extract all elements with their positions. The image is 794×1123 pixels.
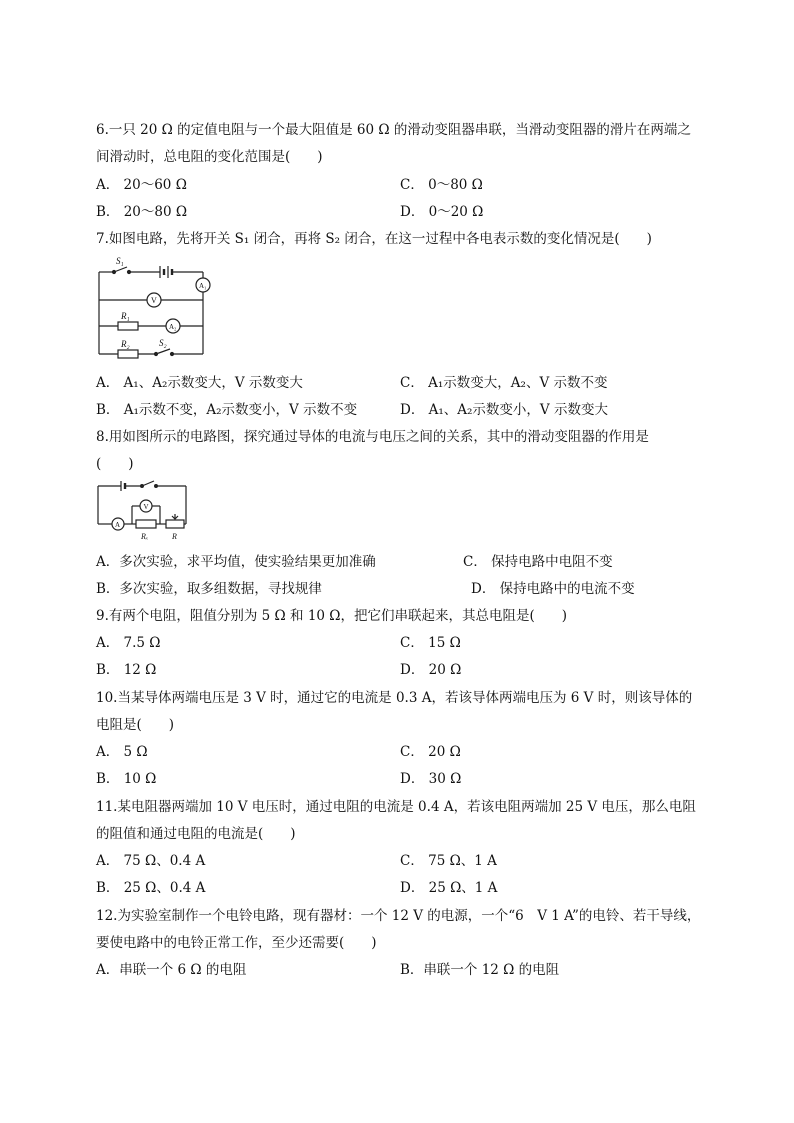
label-a2: A₂ (169, 323, 177, 331)
question-8-circuit-diagram (94, 478, 194, 544)
label-s2: S₂ (159, 338, 167, 348)
question-6-stem-line-2: 间滑动时，总电阻的变化范围是( ) (96, 149, 323, 165)
label-s1: S₁ (116, 256, 124, 266)
question-10-option-b: B． 10 Ω (96, 771, 157, 787)
question-9-option-b: B． 12 Ω (96, 662, 157, 678)
question-9-stem: 9.有两个电阻，阻值分别为 5 Ω 和 10 Ω，把它们串联起来，其总电阻是( ) (96, 608, 568, 624)
question-7-option-c: C． A₁示数变大，A₂、V 示数不变 (400, 375, 608, 391)
question-11-stem-line-1: 11.某电阻器两端加 10 V 电压时，通过电阻的电流是 0.4 A，若该电阻两端加 25 V 电压，那么电阻 (96, 799, 696, 815)
label-r: R (172, 532, 177, 541)
label-rx: Rₓ (141, 532, 149, 541)
question-6-stem-line-1: 6.一只 20 Ω 的定值电阻与一个最大阻值是 60 Ω 的滑动变阻器串联，当滑动变阻器的滑片在两端之 (96, 122, 691, 138)
label-a1: A₁ (199, 282, 207, 290)
question-10-option-a: A． 5 Ω (96, 744, 148, 760)
question-10-stem-line-2: 电阻是( ) (96, 717, 175, 733)
question-7-option-a: A． A₁、A₂示数变大，V 示数变大 (96, 375, 303, 391)
question-8-stem-line-1: 8.用如图所示的电路图，探究通过导体的电流与电压之间的关系，其中的滑动变阻器的作用是 (96, 429, 649, 445)
question-7-option-b: B． A₁示数不变，A₂示数变小，V 示数不变 (96, 402, 358, 418)
question-8-stem-line-2: ( ) (96, 456, 134, 472)
question-6-option-b: B． 20～80 Ω (96, 204, 188, 220)
question-7-stem: 7.如图电路，先将开关 S₁ 闭合，再将 S₂ 闭合，在这一过程中各电表示数的变化情况是( ) (96, 231, 652, 247)
question-8-option-a: A．多次实验，求平均值，使实验结果更加准确 (96, 554, 376, 570)
question-9-option-d: D． 20 Ω (400, 662, 462, 678)
label-r1: R₁ (121, 311, 130, 321)
question-7-option-d: D． A₁、A₂示数变小，V 示数变大 (400, 402, 608, 418)
question-9-option-c: C． 15 Ω (400, 635, 461, 651)
question-12-stem-line-1: 12.为实验室制作一个电铃电路，现有器材：一个 12 V 的电源，一个“6 V 1 A”的电铃、若干导线， (96, 908, 701, 924)
question-10-stem-line-1: 10.当某导体两端电压是 3 V 时，通过它的电流是 0.3 A，若该导体两端电压为 6 V 时，则该导体的 (96, 690, 693, 706)
question-7-circuit-diagram (94, 256, 216, 360)
question-8-option-b: B．多次实验，取多组数据，寻找规律 (96, 581, 322, 597)
question-10-option-c: C． 20 Ω (400, 744, 461, 760)
question-11-option-a: A． 75 Ω、0.4 A (96, 853, 206, 869)
question-9-option-a: A． 7.5 Ω (96, 635, 161, 651)
question-11-option-c: C． 75 Ω、1 A (400, 853, 497, 869)
question-8-option-d: D． 保持电路中的电流不变 (471, 581, 635, 597)
question-10-option-d: D． 30 Ω (400, 771, 462, 787)
question-11-stem-line-2: 的阻值和通过电阻的电流是( ) (96, 826, 296, 842)
question-11-option-b: B． 25 Ω、0.4 A (96, 880, 206, 896)
question-12-option-b: B．串联一个 12 Ω 的电阻 (400, 962, 560, 978)
question-8-option-c: C． 保持电路中电阻不变 (463, 554, 613, 570)
question-6-option-d: D． 0～20 Ω (400, 204, 484, 220)
label-v: V (143, 503, 149, 511)
question-11-option-d: D． 25 Ω、1 A (400, 880, 498, 896)
question-6-option-c: C． 0～80 Ω (400, 177, 483, 193)
label-r2: R₂ (121, 339, 130, 349)
question-6-option-a: A． 20～60 Ω (96, 177, 187, 193)
label-v: V (151, 296, 157, 305)
question-12-option-a: A．串联一个 6 Ω 的电阻 (96, 962, 247, 978)
question-12-stem-line-2: 要使电路中的电铃正常工作，至少还需要( ) (96, 935, 377, 951)
label-a: A (115, 521, 121, 529)
